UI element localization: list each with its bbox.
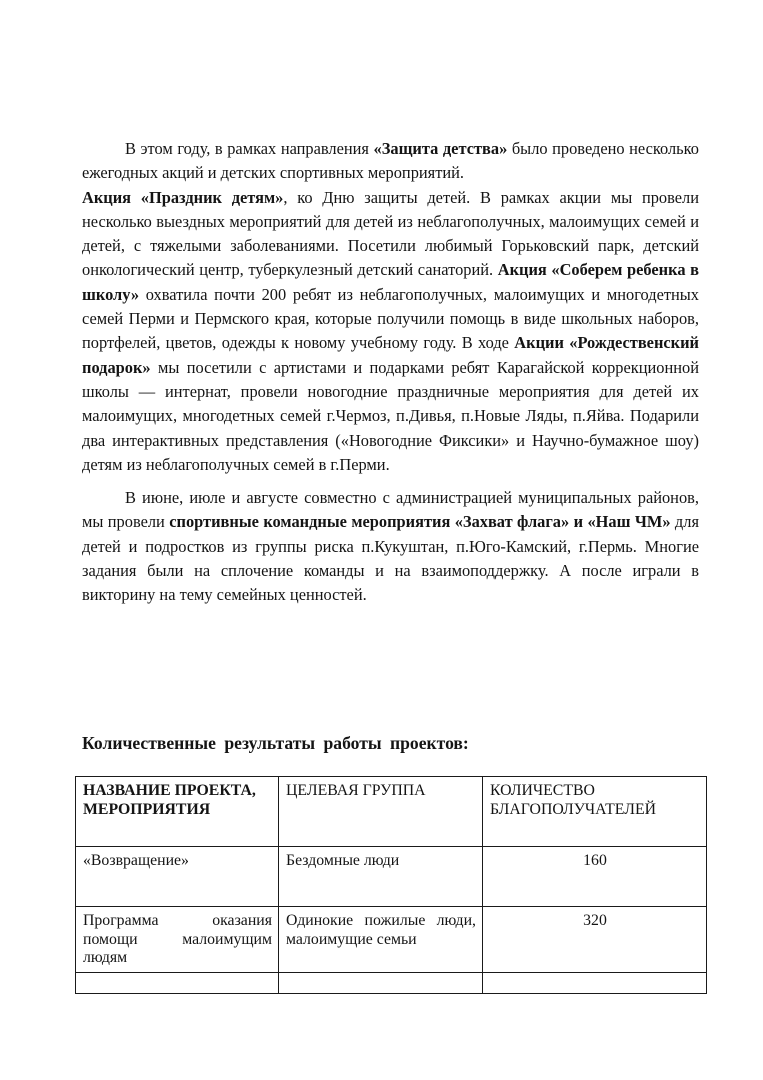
header-target-group: ЦЕЛЕВАЯ ГРУППА <box>279 777 483 847</box>
cell-empty <box>279 972 483 993</box>
cell-group: Одинокие пожилые люди, малоимущие семьи <box>279 907 483 973</box>
header-project: НАЗВАНИЕ ПРОЕКТА, МЕРОПРИЯТИЯ <box>76 777 279 847</box>
results-table <box>75 776 707 994</box>
text-run: , ко Дню защиты детей. В рамках акции мы провели несколько выездных мероприятий для детей из неблагополучных, малоимущих семей и детей, с тяжелыми заболеваниями. Посетили любимый Горьковский парк, детский онкологический центр, туберкулезный детский санаторий. <box>82 187 699 280</box>
text-run: было проведено несколько ежегодных акций и детских спортивных мероприятий. <box>82 139 699 183</box>
text-run: В июне, июле и августе совместно с администрацией муниципальных районов, мы провели <box>82 488 699 532</box>
cell-group: Бездомные люди <box>279 847 483 907</box>
bold-run: Акции «Рождественский подарок» <box>82 333 699 377</box>
paragraph-actions <box>82 186 699 478</box>
text-run: для детей и подростков из группы риска п.Кукуштан, п.Юго-Камский, г.Пермь. Многие задания были на сплочение команды и на взаимоподдержку. А после играли в викторину на тему семейных ценностей. <box>82 512 699 605</box>
cell-empty <box>483 972 707 993</box>
table-row-empty <box>76 972 707 993</box>
results-heading: Количественные результаты работы проектов: <box>82 733 469 753</box>
cell-count: 320 <box>483 907 707 973</box>
table-row <box>76 907 707 973</box>
paragraph-sports <box>82 486 699 607</box>
text-run: охватила почти 200 ребят из неблагополучных, малоимущих и многодетных семей Перми и Пермского края, которые получили помощь в виде школьных наборов, портфелей, цветов, одежды к новому учебному году. В ходе <box>82 284 699 353</box>
cell-count: 160 <box>483 847 707 907</box>
text-run: мы посетили с артистами и подарками ребят Карагайской коррекционной школы — интернат, провели новогодние праздничные мероприятия для детей их малоимущих, многодетных семей г.Чермоз, п.Дивья, п.Новые Ляды, п.Яйва. Подарили два интерактивных представления («Новогодние Фиксики» и Научно-бумажное шоу) детям из неблагополучных семей в г.Перми. <box>82 357 699 474</box>
bold-run: «Защита детства» <box>373 139 508 158</box>
cell-empty <box>76 972 279 993</box>
bold-run: Акция «Праздник детям» <box>82 187 284 207</box>
table-header-row <box>76 777 707 847</box>
header-beneficiaries: КОЛИЧЕСТВО БЛАГОПОЛУЧАТЕЛЕЙ <box>483 777 707 847</box>
table-row <box>76 847 707 907</box>
cell-project: Программа оказания помощи малоимущим людям <box>76 907 279 973</box>
cell-project: «Возвращение» <box>76 847 279 907</box>
text-run: В этом году, в рамках направления <box>125 139 374 158</box>
bold-run: спортивные командные мероприятия «Захват флага» и «Наш ЧМ» <box>169 512 671 532</box>
paragraph-protection <box>82 137 699 186</box>
bold-run: Акция «Соберем ребенка в школу» <box>82 260 699 304</box>
intro-text <box>82 137 699 608</box>
